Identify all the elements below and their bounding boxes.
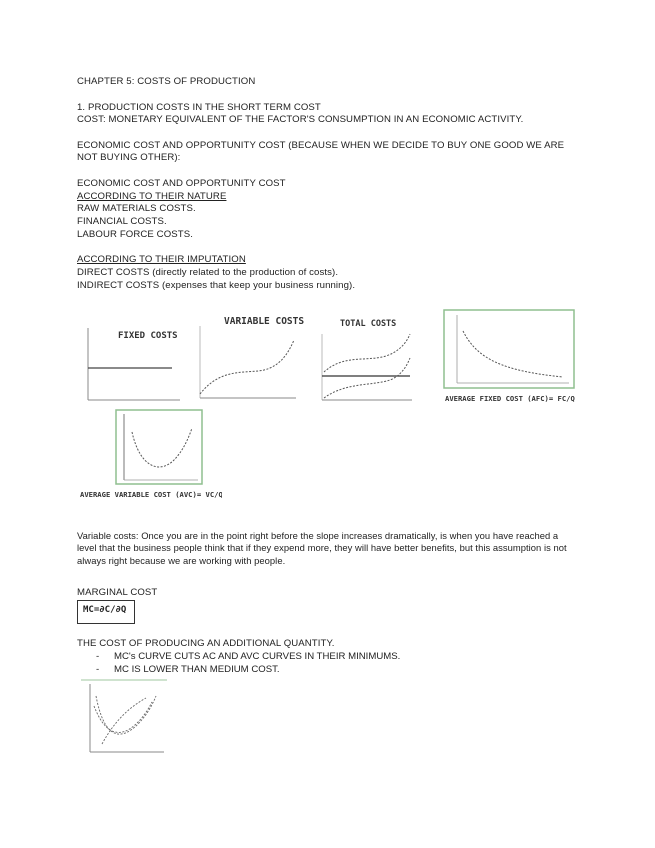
total-costs-label: TOTAL COSTS xyxy=(340,319,397,329)
nature-item: RAW MATERIALS COSTS. xyxy=(77,203,196,214)
avc-graph xyxy=(78,408,222,502)
marginal-cost-figure xyxy=(80,678,170,758)
variable-costs-note xyxy=(77,530,577,567)
afc-figure xyxy=(443,309,577,406)
section-heading: 1. PRODUCTION COSTS IN THE SHORT TERM COST xyxy=(77,102,321,113)
economic-cost-repeat: ECONOMIC COST AND OPPORTUNITY COST xyxy=(77,178,286,189)
fixed-costs-label: FIXED COSTS xyxy=(118,331,178,341)
fixed-costs-graph xyxy=(80,320,190,408)
marginal-cost-definition: THE COST OF PRODUCING AN ADDITIONAL QUANTITY. xyxy=(77,638,335,649)
fixed-costs-figure xyxy=(80,320,190,408)
variable-note-line-1: Variable costs: Once you are in the point right before the slope increases dramatically, is when you have reached a xyxy=(77,530,559,541)
variable-note-line-2: level that the business people think that if they expend more, they will have better benefits, but this assumption is not xyxy=(77,542,567,554)
indirect-costs: INDIRECT COSTS (expenses that keep your business running). xyxy=(77,280,356,291)
marginal-cost-formula: MC=∂C/∂Q xyxy=(83,605,127,615)
cost-definition: COST: MONETARY EQUIVALENT OF THE FACTOR'S CONSUMPTION IN AN ECONOMIC ACTIVITY. xyxy=(77,114,524,125)
bullet-marker: - xyxy=(96,664,100,675)
avc-label: AVERAGE VARIABLE COST (AVC)= VC/Q xyxy=(80,490,222,499)
bullet-marker: - xyxy=(96,651,100,662)
nature-item: LABOUR FORCE COSTS. xyxy=(77,229,193,240)
total-costs-graph xyxy=(316,316,422,406)
chapter-title: CHAPTER 5: COSTS OF PRODUCTION xyxy=(77,76,256,87)
afc-label: AVERAGE FIXED COST (AFC)= FC/Q xyxy=(445,394,575,403)
marginal-cost-formula-box xyxy=(77,600,135,624)
marginal-bullet-item: MC IS LOWER THAN MEDIUM COST. xyxy=(114,664,280,675)
variable-costs-label: VARIABLE COSTS xyxy=(224,316,305,327)
variable-note-line-3: always right because we are working with people. xyxy=(77,554,286,566)
imputation-heading: ACCORDING TO THEIR IMPUTATION xyxy=(77,254,246,265)
nature-item: FINANCIAL COSTS. xyxy=(77,216,167,227)
variable-costs-graph xyxy=(196,312,308,406)
economic-cost-line-1: ECONOMIC COST AND OPPORTUNITY COST (BECAUSE WHEN WE DECIDE TO BUY ONE GOOD WE ARE xyxy=(77,140,565,151)
marginal-cost-heading: MARGINAL COST xyxy=(77,587,158,598)
marginal-bullet-item: MC's CURVE CUTS AC AND AVC CURVES IN THEIR MINIMUMS. xyxy=(114,651,401,662)
economic-cost-line-2: NOT BUYING OTHER): xyxy=(77,152,181,163)
total-costs-figure xyxy=(316,316,422,406)
nature-heading: ACCORDING TO THEIR NATURE xyxy=(77,191,227,202)
marginal-cost-graph xyxy=(80,678,170,758)
variable-costs-figure xyxy=(196,312,308,406)
afc-graph xyxy=(443,309,577,406)
avc-figure xyxy=(78,408,222,502)
direct-costs: DIRECT COSTS (directly related to the production of costs). xyxy=(77,267,339,278)
